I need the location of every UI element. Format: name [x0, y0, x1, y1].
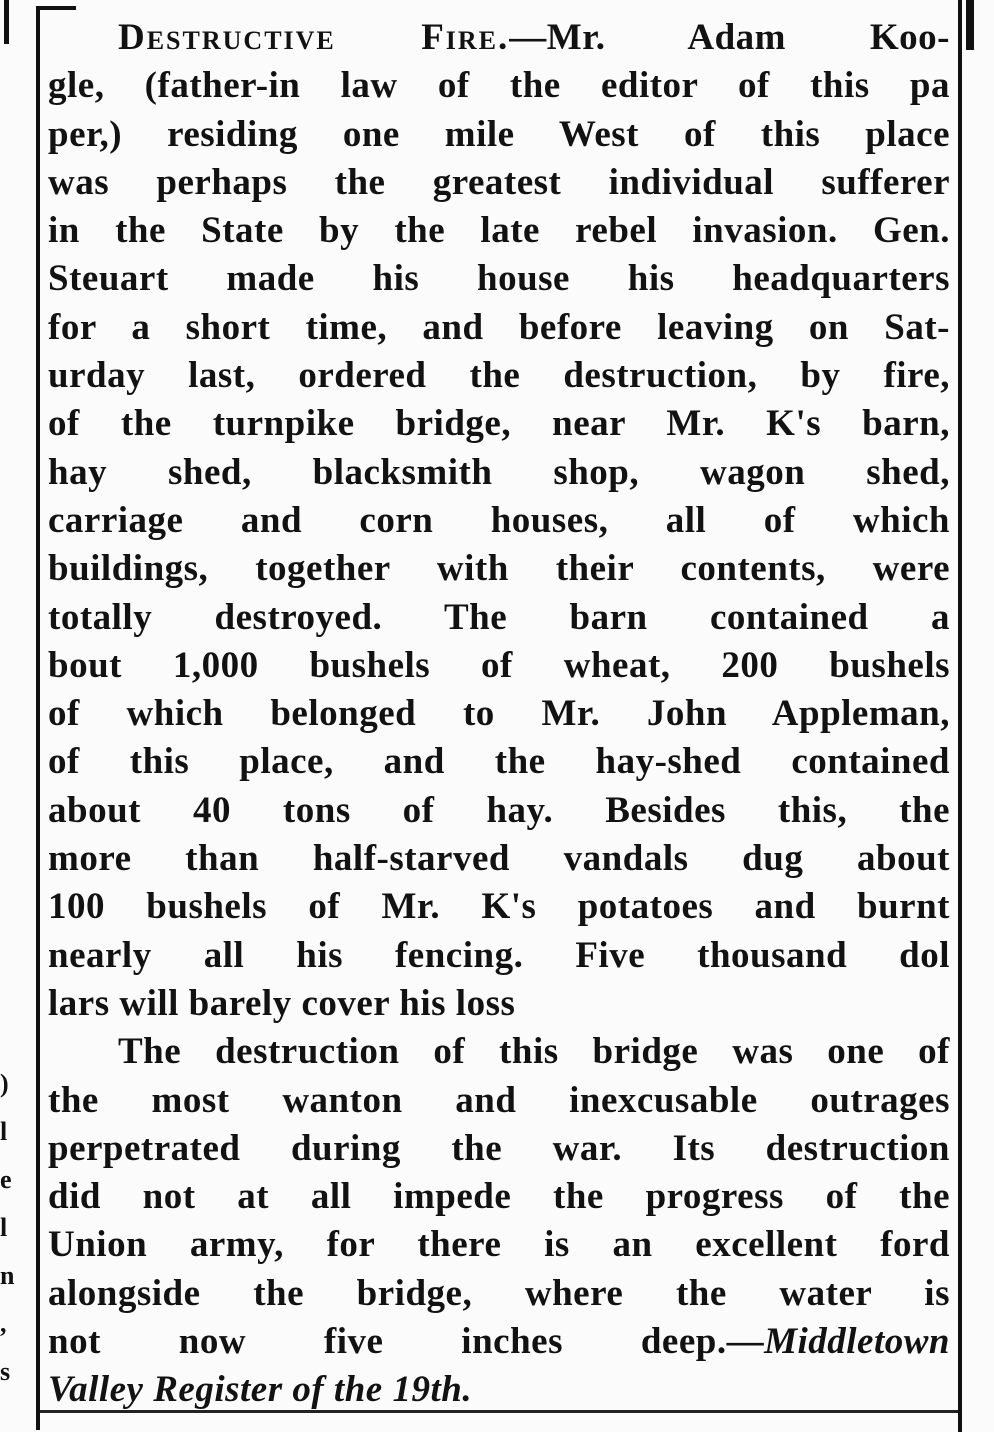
column-rule-right	[958, 0, 962, 1432]
text-line: totally destroyed. The barn contained a	[48, 596, 950, 638]
text-line: did not at all impede the progress of the	[48, 1176, 950, 1218]
text-line: Union army, for there is an excellent ford	[48, 1224, 950, 1266]
text-line: was perhaps the greatest individual sufferer	[48, 161, 950, 203]
text-line: in the State by the late rebel invasion. Gen.	[48, 210, 950, 252]
source-attribution-part2: Valley Register of the 19th.	[48, 1369, 473, 1411]
text-line: about 40 tons of hay. Besides this, the	[48, 789, 950, 831]
text-line: Steuart made his house his headquarters	[48, 258, 950, 300]
first-line-rest: —Mr. Adam Koo-	[509, 17, 950, 58]
margin-mark: l	[0, 1117, 8, 1146]
margin-mark: ,	[0, 1309, 7, 1338]
text-line: per,) residing one mile West of this place	[48, 113, 950, 155]
text-line: carriage and corn houses, all of which	[48, 499, 950, 541]
text-line: lars will barely cover his loss	[48, 982, 516, 1024]
left-edge-rule	[4, 0, 9, 44]
text-line-with-source	[48, 1318, 950, 1366]
article-first-line	[48, 14, 950, 62]
text-fragment: not now five inches deep.—	[48, 1321, 765, 1363]
text-line: of this place, and the hay-shed contained	[48, 741, 950, 783]
column-rule-right-top	[966, 0, 974, 50]
text-line: nearly all his fencing. Five thousand dol	[48, 934, 950, 976]
text-line: perpetrated during the war. Its destruction	[48, 1127, 950, 1169]
text-line: bout 1,000 bushels of wheat, 200 bushels	[48, 644, 950, 686]
column-rule-hook	[36, 6, 76, 10]
text-line: urday last, ordered the destruction, by fire,	[48, 355, 950, 397]
article-text	[48, 14, 950, 1415]
margin-mark: )	[0, 1069, 9, 1098]
margin-mark: s	[0, 1357, 11, 1386]
text-line: The destruction of this bridge was one of	[118, 1031, 950, 1073]
text-line: hay shed, blacksmith shop, wagon shed,	[48, 451, 950, 493]
text-line: for a short time, and before leaving on Sat-	[48, 306, 950, 348]
text-line: of which belonged to Mr. John Appleman,	[48, 693, 950, 735]
text-line: more than half-starved vandals dug about	[48, 838, 950, 880]
margin-mark: e	[0, 1165, 12, 1194]
text-line: gle, (father-in law of the editor of this pa	[48, 65, 950, 107]
text-line: alongside the bridge, where the water is	[48, 1272, 950, 1314]
column-rule-left	[36, 10, 40, 1430]
text-line: of the turnpike bridge, near Mr. K's barn,	[48, 403, 950, 445]
source-attribution-part1: Middletown	[764, 1321, 950, 1363]
text-line: buildings, together with their contents, were	[48, 548, 950, 590]
text-line: 100 bushels of Mr. K's potatoes and burnt	[48, 886, 950, 928]
margin-mark: n	[0, 1261, 15, 1290]
headline: Destructive Fire.	[118, 17, 510, 58]
margin-mark: l	[0, 1213, 8, 1242]
text-line: the most wanton and inexcusable outrages	[48, 1079, 950, 1121]
adjacent-column-fragments	[0, 1060, 14, 1396]
